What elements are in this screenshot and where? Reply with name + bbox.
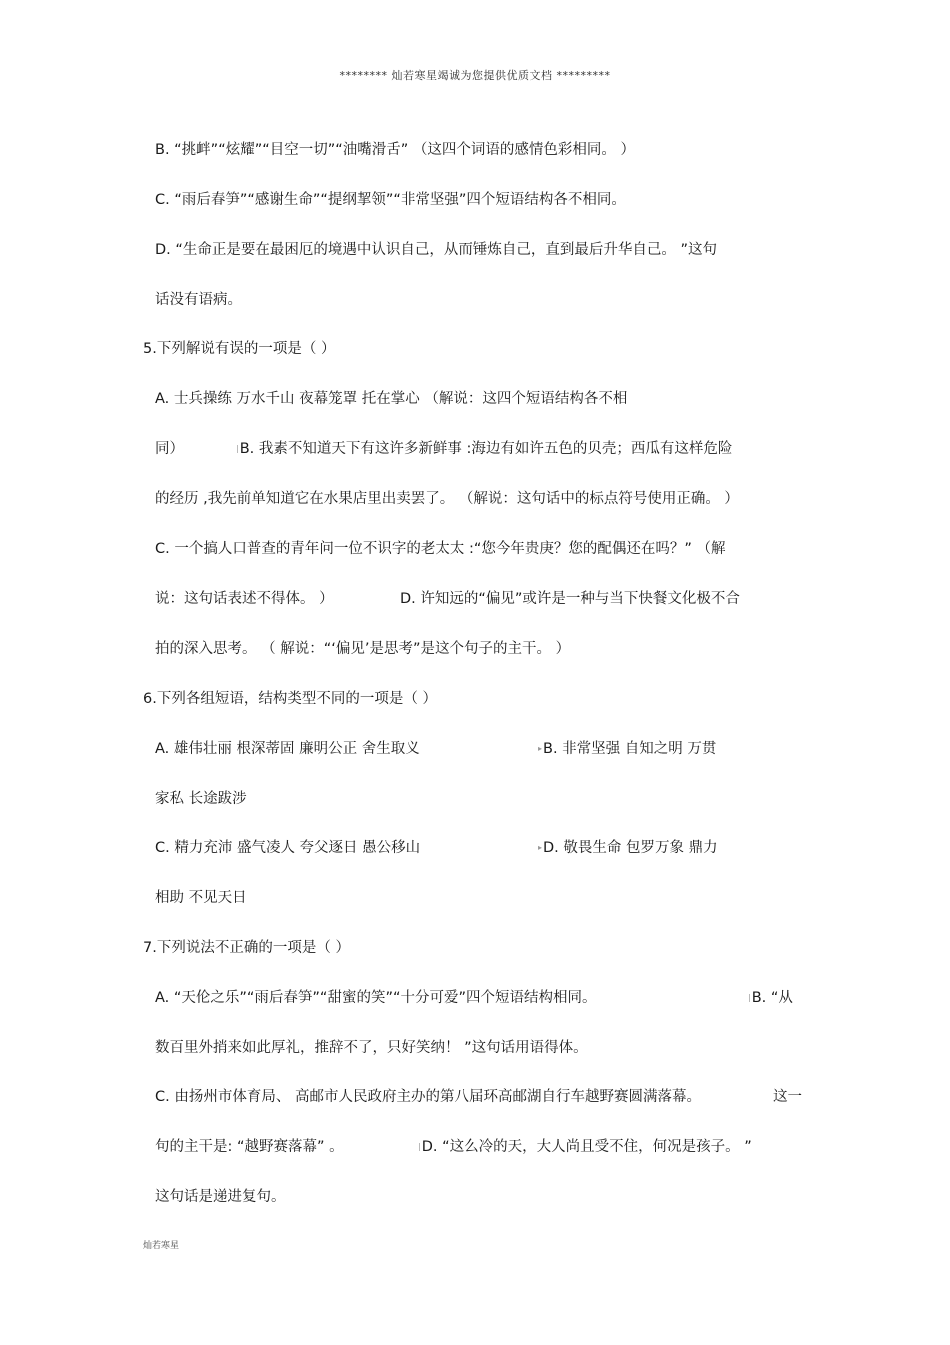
q7-option-c-tail: 这一 (773, 1089, 802, 1105)
page-header: ******** 灿若寒星竭诚为您提供优质文档 ********* (339, 69, 611, 82)
q7-option-a: A. “天伦之乐”“雨后春笋”“甜蜜的笑”“十分可爱”四个短语结构相同。 (155, 990, 597, 1006)
inline-marker: | (748, 993, 751, 1002)
inline-marker: ▸ (538, 744, 543, 753)
q4-option-d: D. “生命正是要在最困厄的境遇中认识自己，从而锤炼自己，直到最后升华自己。 ”这句 (155, 242, 718, 258)
q7-option-c: C. 由扬州市体育局、 高邮市人民政府主办的第八届环高邮湖自行车越野赛圆满落幕。 (155, 1089, 701, 1105)
q5-option-b (236, 439, 732, 459)
inline-marker: | (418, 1142, 421, 1151)
q5-option-a: A. 士兵操练 万水千山 夜幕笼罩 托在掌心 （解说：这四个短语结构各不相 (155, 391, 628, 407)
q7-option-b (748, 988, 793, 1008)
q6-option-b-text: B. 非常坚强 自知之明 万贯 (543, 741, 717, 757)
page-footer: 灿若寒星 (143, 1241, 180, 1251)
q6-option-c: C. 精力充沛 盛气凌人 夸父逐日 愚公移山 (155, 840, 421, 856)
q6-stem: 6.下列各组短语，结构类型不同的一项是（ ） (143, 691, 437, 707)
q5-option-b-text: B. 我素不知道天下有这许多新鲜事 :海边有如许五色的贝壳；西瓜有这样危险 (239, 441, 733, 457)
q7-option-d-text: D. “这么冷的天，大人尚且受不住，何况是孩子。 ” (421, 1139, 752, 1155)
q5-option-d: D. 许知远的“偏见”或许是一种与当下快餐文化极不合 (400, 591, 740, 607)
q6-option-b-cont: 家私 长途跋涉 (155, 791, 247, 807)
q6-option-d-text: D. 敬畏生命 包罗万象 鼎力 (543, 840, 718, 856)
q7-option-d-cont: 这句话是递进复句。 (155, 1189, 286, 1205)
inline-marker: | (236, 444, 239, 453)
q7-option-b-text: B. “从 (751, 990, 793, 1006)
q7-option-c-cont: 句的主干是: “越野赛落幕” 。 (155, 1139, 344, 1155)
q5-option-c-cont: 说：这句话表述不得体。 ） (155, 591, 334, 607)
q4-option-d-cont: 话没有语病。 (155, 292, 242, 308)
q4-option-b: B. “挑衅”“炫耀”“目空一切”“油嘴滑舌” （这四个词语的感情色彩相同。 ） (155, 142, 635, 158)
q5-option-a-cont: 同） (155, 441, 184, 457)
q5-option-c: C. 一个搞人口普查的青年问一位不识字的老太太 :“您今年贵庚？您的配偶还在吗？” （解 (155, 541, 726, 557)
q7-option-b-cont: 数百里外捎来如此厚礼，推辞不了，只好笑纳！ ”这句话用语得体。 (155, 1040, 588, 1056)
q5-option-b-cont: 的经历 ,我先前单知道它在水果店里出卖罢了。 （解说：这句话中的标点符号使用正确。 ） (155, 491, 739, 507)
q5-stem: 5.下列解说有误的一项是（ ） (143, 341, 336, 357)
q6-option-d-cont: 相助 不见天日 (155, 890, 247, 906)
q6-option-d (538, 838, 718, 858)
inline-marker: ▸ (538, 843, 543, 852)
q4-option-c: C. “雨后春笋”“感谢生命”“提纲挈领”“非常坚强”四个短语结构各不相同。 (155, 192, 626, 208)
q7-option-d (418, 1137, 752, 1157)
q5-option-d-cont: 拍的深入思考。 （ 解说：“‘偏见’是思考”是这个句子的主干。 ） (155, 641, 571, 657)
q6-option-b (538, 739, 716, 759)
q7-stem: 7.下列说法不正确的一项是（ ） (143, 940, 350, 956)
q6-option-a: A. 雄伟壮丽 根深蒂固 廉明公正 舍生取义 (155, 741, 420, 757)
